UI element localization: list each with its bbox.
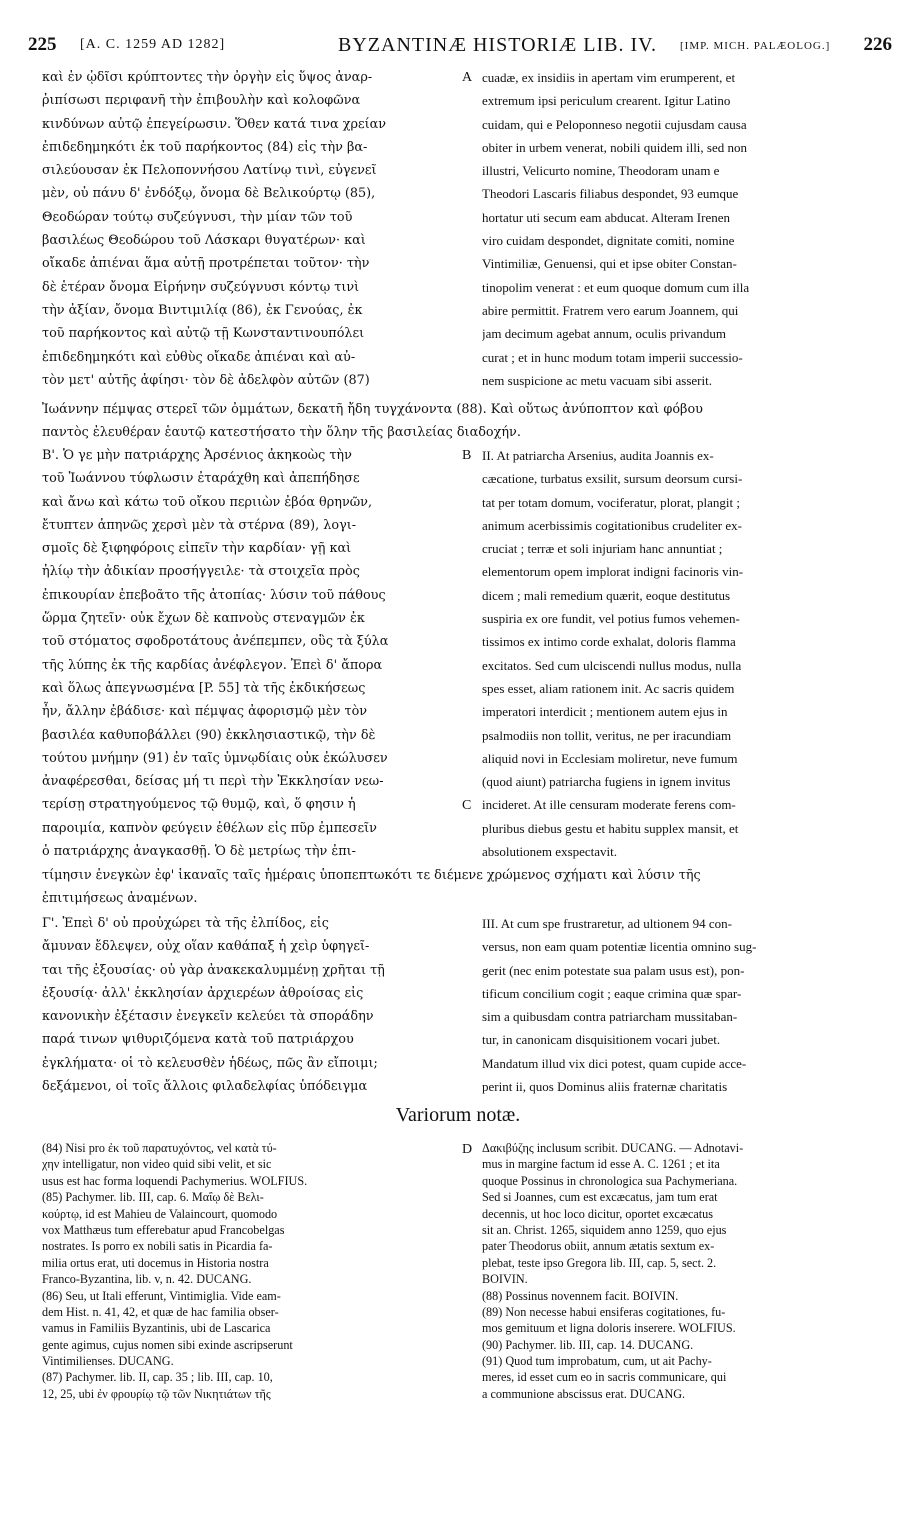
latin-line: Mandatum illud vix dici potest, quam cupide acce-	[482, 1055, 747, 1071]
greek-line: ται τῆς ἐξουσίας· οὐ γὰρ ἀνακεκαλυμμένῃ χρῆται τῇ	[42, 962, 385, 978]
note-line: κούρτῳ, id est Mahieu de Valaincourt, quomodo	[42, 1206, 278, 1221]
latin-line: tat per totam domum, vociferatur, plorat, plangit ;	[482, 494, 740, 510]
latin-line: absolutionem exspectavit.	[482, 844, 618, 860]
greek-column-mid	[42, 444, 460, 863]
latin-line: suspiria ex ore fundit, vel potius fumos vehemen-	[482, 611, 740, 627]
greek-line: ἔτυπτεν ἀπηνῶς χερσὶ μὲν τὰ στέρνα (89), λογι-	[42, 517, 357, 533]
greek-line: τούτου μνήμην (91) ἐν ταῖς ὑμνῳδίαις οὐκ ἐκώλυσεν	[42, 750, 388, 766]
latin-line: tissimos ex intimo corde exhalat, doloris flamma	[482, 634, 736, 650]
greek-line: βασιλέως Θεοδώρου τοῦ Λάσκαρι θυγατέρων· καὶ	[42, 233, 366, 249]
note-line: vox Matthæus tum efferebatur apud Francobelgas	[42, 1222, 285, 1237]
note-line: Sed si Joannes, cum est excæcatus, jam tum erat	[482, 1190, 718, 1205]
greek-line: βασιλέα καθυποβάλλει (90) ἐκκλησιαστικῷ, τὴν δὲ	[42, 727, 376, 743]
greek-line: Θεοδώραν τούτῳ συζεύγνυσι, τὴν μίαν τῶν τοῦ	[42, 209, 353, 225]
greek-line: ἡλίῳ τὴν ἀδικίαν προσήγγειλε· τὰ στοιχεῖα πρὸς	[42, 564, 360, 580]
full-width-line: ἐπιτιμήσεως ἀναμένων.	[42, 891, 198, 906]
greek-line: ἐπιδεδημηκότι καὶ εὐθὺς οἴκαδε ἀπιέναι καὶ αὐ-	[42, 349, 356, 365]
greek-line: καὶ ἐν ᾠδῖσι κρύπτοντες τὴν ὀργὴν εἰς ὕψος ἀναρ-	[42, 70, 373, 85]
latin-line: cæcatione, turbatus exsilit, sursum deorsum cursi-	[482, 471, 743, 487]
note-line: (86) Seu, ut Itali efferunt, Vintimiglia. Vide eam-	[42, 1288, 281, 1303]
greek-line: οἴκαδε ἀπιέναι ἅμα αὐτῇ προτρέπεται τοῦτον· τὴν	[42, 256, 370, 272]
latin-line: (quod aiunt) patriarcha fugiens in ignem invitus	[482, 774, 731, 790]
latin-line: jam decimum agebat annum, oculis privandum	[482, 326, 727, 342]
latin-line: abire permittit. Fratrem vero earum Joannem, qui	[482, 302, 739, 318]
note-line: mos gemituum et ligna doloris inserere. WOLFIUS.	[482, 1321, 736, 1336]
latin-line: spes esset, aliam rationem init. Ac sacris quidem	[482, 680, 735, 696]
note-line: Vintimilienses. DUCANG.	[42, 1354, 174, 1369]
latin-line: perint ii, quos Dominus aliis fraternæ charitatis	[482, 1079, 728, 1095]
greek-line: τὴν ἀξίαν, ὄνομα Βιντιμιλίᾳ (86), ἐκ Γενούας, ἐκ	[42, 302, 363, 318]
latin-line: animum acerbissimis cogitationibus crudeliter ex-	[482, 517, 742, 533]
greek-line: Γ'. Ἐπεὶ δ' οὐ προὐχώρει τὰ τῆς ἐλπίδος, εἰς	[42, 916, 329, 931]
greek-line: κινδύνων αὐτῷ ἐπεγείρωσιν. Ὅθεν κατά τινα χρείαν	[42, 116, 387, 132]
note-line: χην intelligatur, non video quid sibi velit, et sic	[42, 1157, 272, 1172]
note-line: vamus in Familiis Byzantinis, ubi de Lascarica	[42, 1321, 271, 1336]
note-line: meres, id esset cum eo in sacris communicare, qui	[482, 1370, 727, 1385]
note-line: (91) Quod tum improbatum, cum, ut ait Pachy-	[482, 1354, 712, 1369]
latin-column-mid	[482, 444, 892, 863]
note-line: Franco-Byzantina, lib. v, n. 42. DUCANG.	[42, 1272, 252, 1287]
greek-line: ἐγκλήματα· οἱ τὸ κελευσθὲν ἡδέως, πῶς ἂν εἴποιμι;	[42, 1055, 378, 1071]
greek-line: σιλεύουσαν ἐκ Πελοποννήσου Λατίνῳ τινὶ, εὐγενεῖ	[42, 163, 377, 179]
note-line: usus est hac forma loquendi Pachymerius. WOLFIUS.	[42, 1173, 308, 1188]
note-line: milia ortus erat, uti docemus in Historia nostra	[42, 1255, 269, 1270]
greek-line: καὶ ἄνω καὶ κάτω τοῦ οἴκου περιιὼν ἐβόα θρηνῶν,	[42, 494, 373, 510]
latin-line: psalmodiis non tollit, veritus, ne per iracundiam	[482, 727, 732, 743]
note-line: Δακιβύζης inclusum scribit. DUCANG. — Adnotavi-	[482, 1141, 744, 1155]
latin-line: Theodori Lascaris filiabus despondet, 93 eumque	[482, 186, 739, 202]
latin-line: curat ; et in hunc modum totam imperii successio-	[482, 349, 743, 365]
notes-right-column	[482, 1140, 892, 1402]
latin-line: tur, in canonicam disquisitionem vocari jubet.	[482, 1032, 721, 1048]
note-line: (89) Non necesse habui ensiferas cogitationes, fu-	[482, 1304, 726, 1319]
note-line: (90) Pachymer. lib. III, cap. 14. DUCANG.	[482, 1337, 694, 1352]
note-line: nostrates. Is porro ex nobili satis in Picardia fa-	[42, 1239, 273, 1254]
note-line: gente agimus, cujus nomen sibi exinde ascripserunt	[42, 1337, 293, 1352]
section-label: [IMP. MICH. PALÆOLOG.]	[680, 40, 831, 52]
page-number-left: 225	[28, 34, 57, 55]
greek-line: ὥρμα ζητεῖν· οὐκ ἔχων δὲ καπνοὺς στεναγμῶν ἐκ	[42, 611, 365, 627]
running-header	[28, 34, 892, 62]
greek-line: Β'. Ὁ γε μὴν πατριάρχης Ἀρσένιος ἀκηκοὼς τὴν	[42, 448, 352, 463]
latin-line: nem suspicione ac metu vacuam sibi asserit.	[482, 372, 712, 388]
greek-column-top	[42, 66, 460, 392]
note-line: (85) Pachymer. lib. III, cap. 6. Μαΐῳ δὲ Βελι-	[42, 1190, 264, 1205]
latin-line: III. At cum spe frustraretur, ad ultionem 94 con-	[482, 916, 733, 931]
greek-column-bottom	[42, 912, 460, 1098]
notes-left-column	[42, 1140, 452, 1402]
note-line: (88) Possinus novennem facit. BOIVIN.	[482, 1288, 679, 1303]
latin-line: versus, non eam quam potentiæ licentia omnino sug-	[482, 939, 757, 955]
greek-line: ἦν, ἄλλην ἐβάδισε· καὶ πέμψας ἀφορισμῷ μὲν τὸν	[42, 704, 368, 720]
note-line: plebat, teste ipso Gregora lib. III, cap. 5, sect. 2.	[482, 1255, 717, 1270]
note-line: (84) Nisi pro ἐκ τοῦ παρατυχόντος, vel κατὰ τύ-	[42, 1141, 277, 1155]
latin-line: hortatur uti secum eam abducat. Alteram Irenen	[482, 209, 730, 225]
latin-column-top	[482, 66, 892, 392]
latin-line: viro cuidam despondet, dignitate comiti, nomine	[482, 233, 735, 249]
greek-line: καὶ ὅλως ἀπεγνωσμένα [P. 55] τὰ τῆς ἐκδικήσεως	[42, 680, 366, 696]
latin-line: illustri, Velicurto nomine, Theodoram unam e	[482, 163, 720, 179]
year-range: [A. C. 1259 AD 1282]	[80, 37, 226, 52]
note-line: pater Theodorus obiit, annum ætatis sextum ex-	[482, 1239, 715, 1254]
full-width-line: παντὸς ἐλευθέραν ἑαυτῷ κατεστήσατο τὴν ὅλην τῆς βασιλείας διαδοχήν.	[42, 425, 521, 440]
note-line: mus in margine factum id esse A. C. 1261 ; et ita	[482, 1157, 720, 1172]
greek-line: τοῦ Ἰωάννου τύφλωσιν ἐταράχθη καὶ ἀπεπήδησε	[42, 471, 360, 487]
greek-line: δεξάμενοι, οἱ τοῖς ἄλλοις φιλαδελφίας ὑπόδειγμα	[42, 1079, 368, 1095]
note-line: a communione abscissus erat. DUCANG.	[482, 1386, 686, 1401]
latin-line: II. At patriarcha Arsenius, audita Joannis ex-	[482, 448, 714, 463]
latin-column-bottom	[482, 912, 892, 1098]
full-width-line: Ἰωάννην πέμψας στερεῖ τῶν ὀμμάτων, δεκατῆ ἤδη τυγχάνοντα (88). Καὶ οὕτως ἀνύποπτον καὶ φόβου	[42, 402, 703, 417]
latin-line: obiter in urbem venerat, nobili quidem illi, sed non	[482, 139, 748, 155]
latin-line: tinopolim venerat : et eum quoque domum cum illa	[482, 279, 750, 295]
greek-line: δὲ ἑτέραν ὄνομα Εἰρήνην συζεύγνυσι κόντῳ τινὶ	[42, 279, 360, 295]
latin-line: imperatori interdicit ; mentionem autem ejus in	[482, 704, 728, 720]
latin-line: Vintimiliæ, Genuensi, qui et ipse obiter Constan-	[482, 256, 737, 272]
note-line: (87) Pachymer. lib. II, cap. 35 ; lib. III, cap. 10,	[42, 1370, 273, 1385]
note-line: 12, 25, ubi ἐν φρουρίῳ τῷ τῶν Νικητιάτων τῆς	[42, 1386, 271, 1401]
note-line: quoque Possinus in chronologica sua Pachymeriana.	[482, 1173, 738, 1188]
note-line: decennis, ut hoc loco dicitur, oportet excæcatus	[482, 1206, 714, 1221]
greek-line: ἄμυναν ἔδλεψεν, οὐχ οἵαν καθάπαξ ἡ χεὶρ ὑφηγεῖ-	[42, 939, 370, 955]
greek-line: παροιμία, καπνὸν φεύγειν ἐθέλων εἰς πῦρ ἐμπεσεῖν	[42, 820, 377, 836]
page-number-right: 226	[863, 34, 892, 55]
notes-heading: Variorum notæ.	[395, 1104, 521, 1126]
greek-line: μὲν, οὐ πάνυ δ' ἐνδόξῳ, ὄνομα δὲ Βελικούρτῳ (85),	[42, 186, 376, 202]
margin-marker-a: A	[462, 70, 473, 85]
margin-marker-b: B	[462, 448, 472, 463]
latin-line: gerit (nec enim potestate sua palam usus est), pon-	[482, 962, 745, 978]
greek-line: ἐπιδεδημηκότι ἐκ τοῦ παρήκοντος (84) εἰς τὴν βα-	[42, 139, 368, 155]
latin-line: cuadæ, ex insidiis in apertam vim erumperent, et	[482, 70, 736, 85]
note-line: sit an. Christ. 1265, siquidem anno 1259, quo ejus	[482, 1222, 727, 1237]
greek-line: τερίσῃ στρατηγούμενος τῷ θυμῷ, καὶ, ὅ φησιν ἡ	[42, 797, 356, 813]
greek-line: κανονικὴν ἐξέτασιν ἐνεγκεῖν κελεύει τὰ σποράδην	[42, 1009, 374, 1025]
greek-line: ἐπικουρίαν ἐπεβοᾶτο τῆς ἀτοπίας· λύσιν τοῦ πάθους	[42, 587, 386, 603]
greek-line: τοῦ παρήκοντος καὶ αὐτῷ τῇ Κωνσταντινουπόλει	[42, 326, 365, 342]
latin-line: cuidam, qui e Peloponneso negotii cujusdam causa	[482, 116, 747, 132]
margin-marker-c: C	[462, 798, 472, 813]
latin-line: pluribus diebus gestu et habitu supplex mansit, et	[482, 820, 739, 836]
latin-line: cruciat ; terræ et soli injuriam hanc annuntiat ;	[482, 541, 723, 557]
full-width-line: τίμησιν ἐνεγκὼν ἐφ' ἱκαναῖς ταῖς ἡμέραις ὑποπεπτωκότι τε διέμενε χρώμενος σχήματι καὶ λύσιν τῆς	[42, 868, 701, 883]
greek-line: τοῦ στόματος σφοδροτάτους ἀνέπεμπεν, οὓς τὰ ξύλα	[42, 634, 389, 650]
greek-line: τὸν μετ' αὐτῆς ἀφίησι· τὸν δὲ ἀδελφὸν αὐτῶν (87)	[42, 372, 370, 388]
latin-line: extremum ipsi periculum crearent. Igitur Latino	[482, 93, 731, 109]
greek-line: ὁ πατριάρχης ἀναγκασθῇ. Ὁ δὲ μετρίως τὴν ἐπι-	[42, 844, 357, 860]
latin-line: tificum concilium cogit ; eaque crimina quæ spar-	[482, 985, 742, 1001]
note-line: dem Hist. n. 41, 42, et quæ de hac familia obser-	[42, 1304, 279, 1319]
latin-line: aliquid novi in Ecclesiam moliretur, neve fumum	[482, 750, 738, 766]
running-title: BYZANTINÆ HISTORIÆ LIB. IV.	[338, 34, 658, 56]
greek-line: ῥιπίσωσι περιφανῆ τὴν ἐπιβουλὴν καὶ κολοφῶνα	[42, 93, 361, 109]
latin-line: elementorum opem implorat indigni facinoris vin-	[482, 564, 744, 580]
greek-line: τῆς λύπης ἐκ τῆς καρδίας ἀνέφλεγον. Ἐπεὶ δ' ἄπορα	[42, 657, 383, 673]
greek-line: παρά τινων ψιθυριζόμενα κατὰ τοῦ πατριάρχου	[42, 1032, 354, 1048]
latin-line: excitatos. Sed cum ulciscendi nullus modus, nulla	[482, 657, 742, 673]
latin-line: sim a quibusdam contra patriarcham mussitaban-	[482, 1009, 738, 1025]
latin-line: dicem ; mali remedium quærit, eoque destitutus	[482, 587, 731, 603]
note-line: BOIVIN.	[482, 1272, 528, 1287]
greek-line: ἀναφέρεσθαι, δείσας μή τι περὶ τὴν Ἐκκλησίαν νεω-	[42, 774, 384, 790]
latin-line: incideret. At ille censuram moderate ferens com-	[482, 797, 736, 813]
greek-line: ἐξουσίᾳ· ἀλλ' ἐκκλησίαν ἀρχιερέων ἀθροίσας εἰς	[42, 985, 364, 1001]
margin-marker-d: D	[462, 1142, 473, 1157]
greek-line: σμοῖς δὲ ξιφηφόροις εἰπεῖν τὴν καρδίαν· γῇ καὶ	[42, 541, 352, 557]
